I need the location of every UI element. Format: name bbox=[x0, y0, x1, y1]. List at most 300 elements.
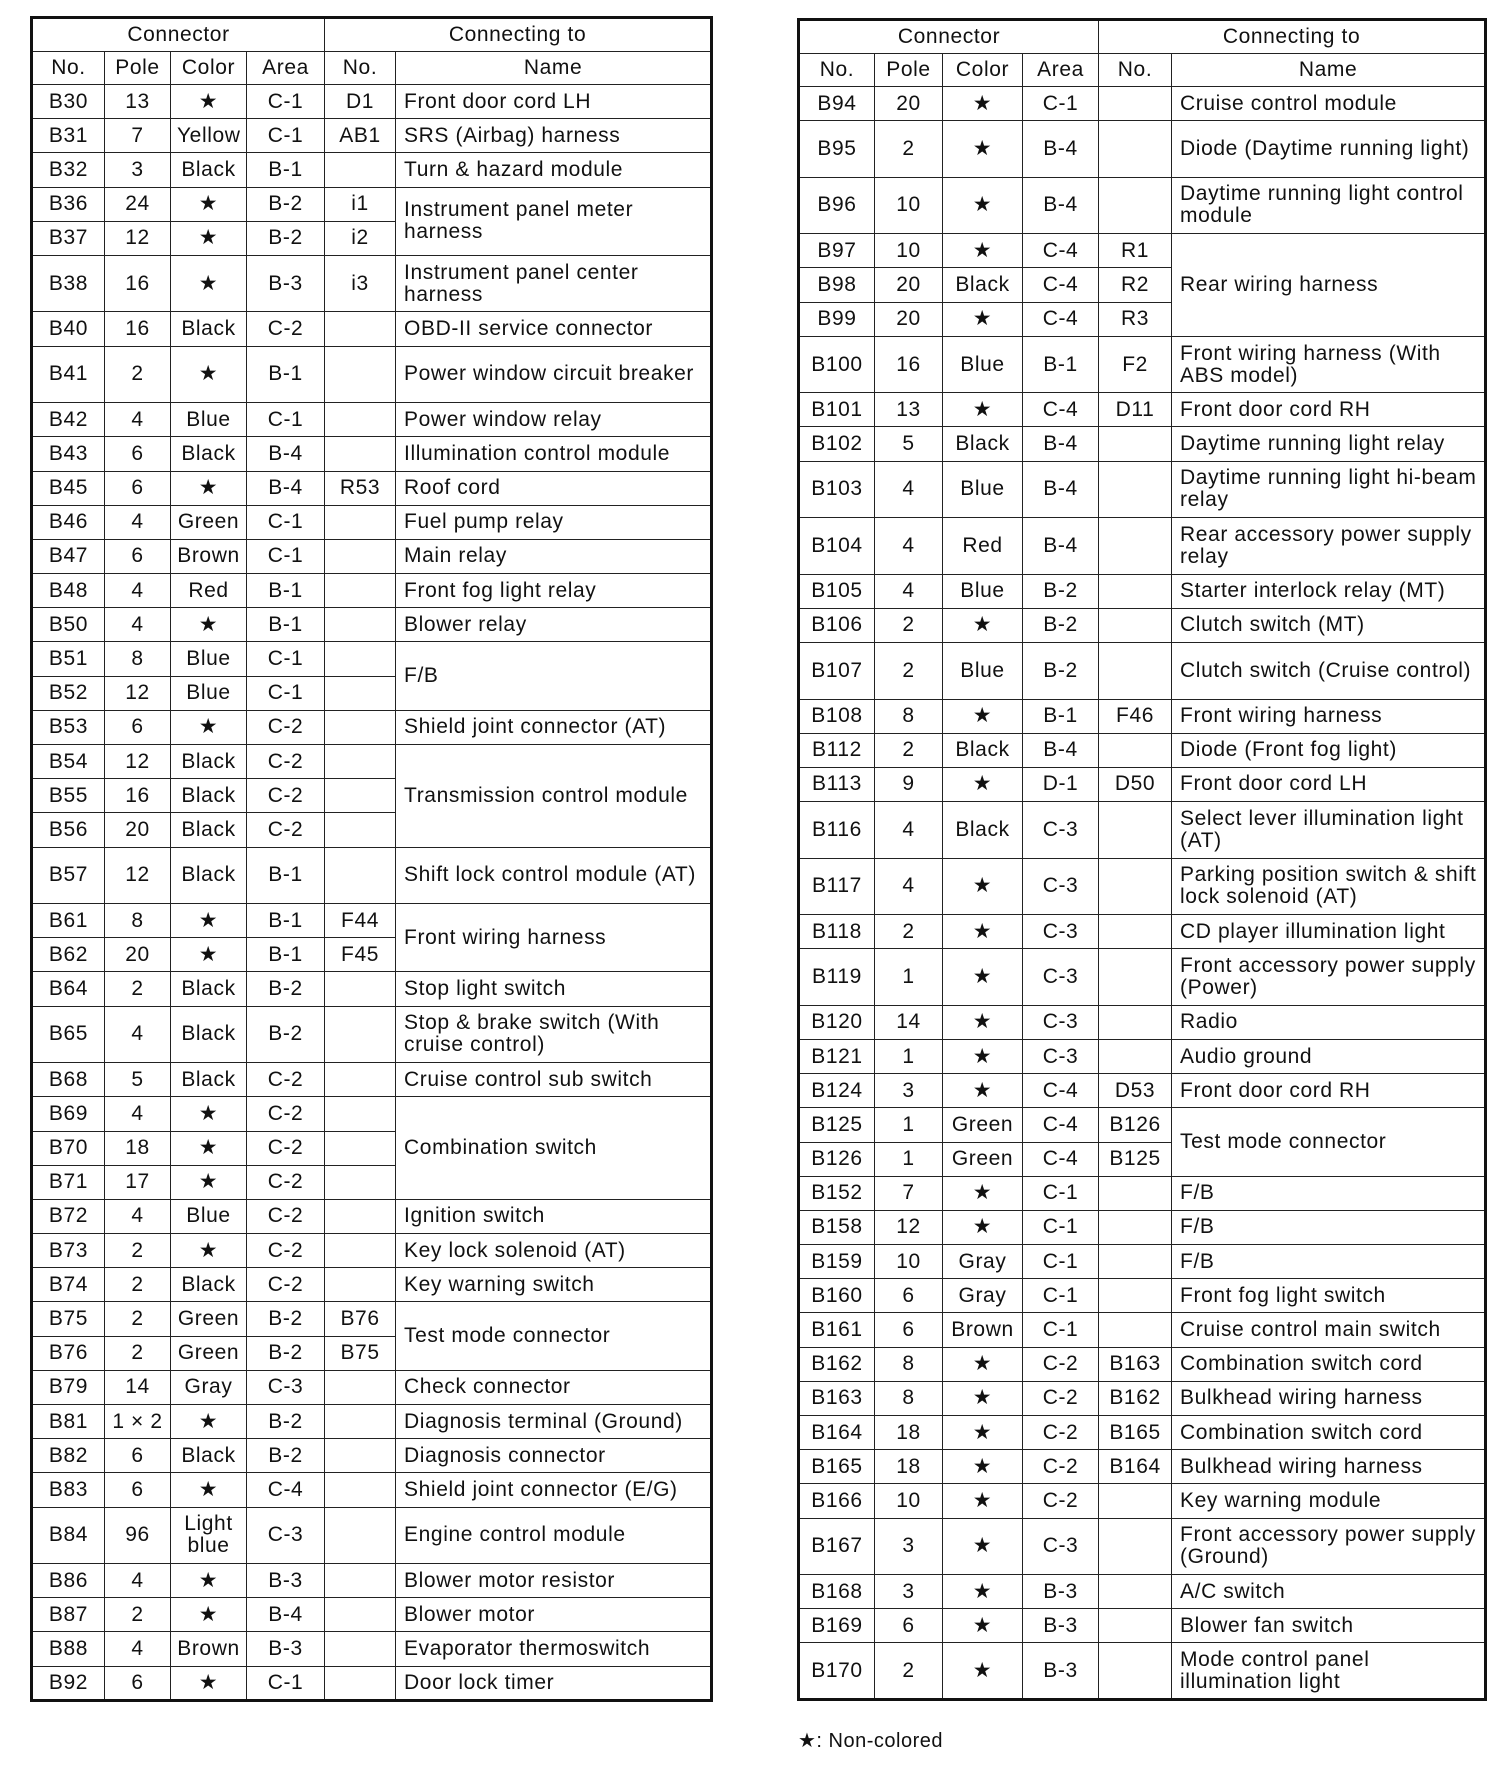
connector-no-cell: B158 bbox=[799, 1210, 875, 1244]
table-row bbox=[799, 1381, 1486, 1415]
area-cell: B-2 bbox=[247, 221, 325, 255]
pole-cell: 4 bbox=[105, 1199, 171, 1233]
pole-cell: 3 bbox=[875, 1575, 943, 1609]
connecting-name-cell: Door lock timer bbox=[396, 1666, 712, 1700]
connecting-name-cell: Instrument panel meter harness bbox=[396, 187, 712, 255]
color-cell: Light blue bbox=[171, 1507, 247, 1564]
connector-no-cell: B97 bbox=[799, 234, 875, 268]
pole-cell: 10 bbox=[875, 1484, 943, 1518]
connecting-name-cell: Bulkhead wiring harness bbox=[1172, 1381, 1486, 1415]
color-cell: Green bbox=[171, 1336, 247, 1370]
connecting-name-cell: Power window circuit breaker bbox=[396, 346, 712, 403]
area-cell: B-4 bbox=[247, 437, 325, 471]
area-cell: C-1 bbox=[247, 85, 325, 119]
pole-cell: 14 bbox=[875, 1005, 943, 1039]
color-cell: Black bbox=[171, 1063, 247, 1097]
color-cell: Black bbox=[171, 1439, 247, 1473]
connecting-name-cell: A/C switch bbox=[1172, 1575, 1486, 1609]
connecting-no-cell bbox=[325, 1234, 396, 1268]
color-cell: Green bbox=[943, 1142, 1023, 1176]
color-cell: ★ bbox=[943, 1416, 1023, 1450]
table-row bbox=[799, 1245, 1486, 1279]
pole-cell: 20 bbox=[105, 938, 171, 972]
connecting-no-cell bbox=[1099, 87, 1172, 121]
color-cell: Black bbox=[171, 813, 247, 847]
pole-column-header: Pole bbox=[105, 52, 171, 85]
connecting-no-cell bbox=[1099, 1575, 1172, 1609]
color-cell: ★ bbox=[943, 1450, 1023, 1484]
pole-cell: 2 bbox=[105, 346, 171, 403]
table-row bbox=[799, 1210, 1486, 1244]
pole-cell: 8 bbox=[105, 642, 171, 676]
connector-no-cell: B162 bbox=[799, 1347, 875, 1381]
connector-no-cell: B105 bbox=[799, 574, 875, 608]
pole-cell: 12 bbox=[105, 221, 171, 255]
color-cell: ★ bbox=[171, 1131, 247, 1165]
area-cell: C-1 bbox=[247, 1666, 325, 1700]
connecting-name-cell: Turn & hazard module bbox=[396, 153, 712, 187]
pole-cell: 2 bbox=[105, 972, 171, 1006]
area-cell: B-4 bbox=[1023, 177, 1099, 234]
color-column-header: Color bbox=[943, 54, 1023, 87]
color-cell: ★ bbox=[943, 858, 1023, 915]
table-row bbox=[799, 1176, 1486, 1210]
connector-no-cell: B64 bbox=[32, 972, 105, 1006]
left-table-body bbox=[32, 85, 712, 1701]
table-row bbox=[799, 1484, 1486, 1518]
table-row bbox=[799, 915, 1486, 949]
connecting-no-cell: i2 bbox=[325, 221, 396, 255]
connector-no-cell: B96 bbox=[799, 177, 875, 234]
table-row bbox=[799, 858, 1486, 915]
table-row bbox=[32, 187, 712, 221]
right-table-body bbox=[799, 87, 1486, 1700]
area-cell: B-2 bbox=[247, 1405, 325, 1439]
area-cell: C-3 bbox=[1023, 1005, 1099, 1039]
connecting-no-cell bbox=[325, 1131, 396, 1165]
connecting-no-cell bbox=[325, 1632, 396, 1666]
connecting-name-cell: Front door cord RH bbox=[1172, 393, 1486, 427]
color-cell: ★ bbox=[943, 302, 1023, 336]
connector-no-cell: B104 bbox=[799, 518, 875, 575]
connector-no-cell: B70 bbox=[32, 1131, 105, 1165]
connector-no-cell: B108 bbox=[799, 699, 875, 733]
connector-no-cell: B161 bbox=[799, 1313, 875, 1347]
area-cell: C-2 bbox=[1023, 1416, 1099, 1450]
pole-cell: 2 bbox=[875, 1643, 943, 1700]
area-cell: C-1 bbox=[1023, 1210, 1099, 1244]
connector-no-cell: B170 bbox=[799, 1643, 875, 1700]
color-cell: Gray bbox=[171, 1370, 247, 1404]
pole-cell: 6 bbox=[105, 539, 171, 573]
area-cell: C-2 bbox=[247, 1234, 325, 1268]
table-row bbox=[799, 1005, 1486, 1039]
connecting-no-cell bbox=[1099, 1313, 1172, 1347]
connecting-name-cell: Bulkhead wiring harness bbox=[1172, 1450, 1486, 1484]
area-cell: B-1 bbox=[1023, 699, 1099, 733]
connecting-name-cell: Roof cord bbox=[396, 471, 712, 505]
connector-header: Connector bbox=[32, 18, 325, 52]
connecting-name-cell: Blower relay bbox=[396, 608, 712, 642]
connecting-name-cell: CD player illumination light bbox=[1172, 915, 1486, 949]
connector-no-cell: B73 bbox=[32, 1234, 105, 1268]
connecting-no-cell: B125 bbox=[1099, 1142, 1172, 1176]
area-cell: B-1 bbox=[247, 346, 325, 403]
connector-no-cell: B163 bbox=[799, 1381, 875, 1415]
table-row bbox=[32, 1632, 712, 1666]
table-row bbox=[32, 85, 712, 119]
color-cell: ★ bbox=[943, 1210, 1023, 1244]
pole-cell: 4 bbox=[105, 505, 171, 539]
area-cell: B-3 bbox=[247, 1632, 325, 1666]
pole-cell: 20 bbox=[875, 302, 943, 336]
table-row bbox=[32, 1405, 712, 1439]
connector-no-cell: B106 bbox=[799, 608, 875, 642]
color-cell: ★ bbox=[171, 346, 247, 403]
name-column-header: Name bbox=[1172, 54, 1486, 87]
color-cell: Red bbox=[943, 518, 1023, 575]
connecting-no-cell bbox=[325, 505, 396, 539]
pole-cell: 6 bbox=[105, 1473, 171, 1507]
connecting-no-cell bbox=[1099, 1245, 1172, 1279]
table-row bbox=[32, 1439, 712, 1473]
table-row bbox=[32, 119, 712, 153]
connector-no-cell: B120 bbox=[799, 1005, 875, 1039]
pole-cell: 4 bbox=[875, 858, 943, 915]
connector-no-cell: B51 bbox=[32, 642, 105, 676]
connecting-no-cell bbox=[1099, 643, 1172, 700]
connecting-no-cell bbox=[325, 1439, 396, 1473]
pole-cell: 6 bbox=[105, 1439, 171, 1473]
table-row bbox=[799, 733, 1486, 767]
area-cell: C-3 bbox=[1023, 1518, 1099, 1575]
connecting-no-cell: B162 bbox=[1099, 1381, 1172, 1415]
color-cell: ★ bbox=[943, 767, 1023, 801]
connecting-name-cell: Combination switch cord bbox=[1172, 1347, 1486, 1381]
connector-no-cell: B101 bbox=[799, 393, 875, 427]
area-cell: C-4 bbox=[1023, 1108, 1099, 1142]
connecting-no-cell bbox=[1099, 858, 1172, 915]
table-row bbox=[32, 255, 712, 312]
connecting-no-cell bbox=[1099, 1039, 1172, 1073]
connector-no-cell: B68 bbox=[32, 1063, 105, 1097]
table-row bbox=[32, 346, 712, 403]
connecting-no-cell bbox=[325, 676, 396, 710]
color-cell: ★ bbox=[171, 221, 247, 255]
area-cell: C-2 bbox=[247, 1199, 325, 1233]
connector-no-cell: B166 bbox=[799, 1484, 875, 1518]
color-cell: Blue bbox=[943, 574, 1023, 608]
connector-no-cell: B50 bbox=[32, 608, 105, 642]
connecting-name-cell: OBD-II service connector bbox=[396, 312, 712, 346]
color-cell: Green bbox=[943, 1108, 1023, 1142]
connecting-no-cell bbox=[1099, 121, 1172, 178]
table-row bbox=[799, 1279, 1486, 1313]
area-cell: B-2 bbox=[247, 972, 325, 1006]
connecting-name-cell: Diagnosis connector bbox=[396, 1439, 712, 1473]
area-cell: C-3 bbox=[1023, 802, 1099, 859]
connecting-to-header: Connecting to bbox=[325, 18, 712, 52]
table-row bbox=[32, 972, 712, 1006]
table-row bbox=[799, 1643, 1486, 1700]
table-row bbox=[799, 574, 1486, 608]
pole-cell: 3 bbox=[105, 153, 171, 187]
color-cell: Blue bbox=[943, 461, 1023, 518]
pole-cell: 16 bbox=[105, 779, 171, 813]
connecting-no-cell: AB1 bbox=[325, 119, 396, 153]
area-cell: B-1 bbox=[247, 847, 325, 904]
connecting-name-cell: Clutch switch (MT) bbox=[1172, 608, 1486, 642]
connector-no-cell: B119 bbox=[799, 949, 875, 1006]
connecting-name-cell: Mode control panel illumination light bbox=[1172, 1643, 1486, 1700]
area-cell: C-1 bbox=[1023, 87, 1099, 121]
table-row bbox=[32, 847, 712, 904]
color-cell: ★ bbox=[171, 1598, 247, 1632]
connector-no-cell: B124 bbox=[799, 1074, 875, 1108]
pole-cell: 1 bbox=[875, 1142, 943, 1176]
area-cell: B-1 bbox=[247, 938, 325, 972]
connecting-name-cell: Clutch switch (Cruise control) bbox=[1172, 643, 1486, 700]
area-cell: B-3 bbox=[1023, 1575, 1099, 1609]
pole-cell: 12 bbox=[105, 676, 171, 710]
connector-no-cell: B30 bbox=[32, 85, 105, 119]
connector-no-cell: B37 bbox=[32, 221, 105, 255]
connector-no-cell: B99 bbox=[799, 302, 875, 336]
color-cell: Black bbox=[943, 802, 1023, 859]
pole-column-header: Pole bbox=[875, 54, 943, 87]
color-cell: Red bbox=[171, 574, 247, 608]
table-row bbox=[799, 1575, 1486, 1609]
area-cell: B-2 bbox=[247, 1439, 325, 1473]
connecting-name-cell: Front door cord RH bbox=[1172, 1074, 1486, 1108]
connecting-no-cell: F46 bbox=[1099, 699, 1172, 733]
connector-no-cell: B87 bbox=[32, 1598, 105, 1632]
connecting-name-cell: Ignition switch bbox=[396, 1199, 712, 1233]
pole-cell: 4 bbox=[105, 403, 171, 437]
connecting-no-cell bbox=[1099, 802, 1172, 859]
area-cell: B-3 bbox=[247, 1564, 325, 1598]
connecting-name-cell: Cruise control module bbox=[1172, 87, 1486, 121]
color-column-header: Color bbox=[171, 52, 247, 85]
connecting-name-cell: Front accessory power supply (Power) bbox=[1172, 949, 1486, 1006]
pole-cell: 4 bbox=[105, 574, 171, 608]
connecting-name-cell: Blower fan switch bbox=[1172, 1609, 1486, 1643]
connecting-name-cell: Diode (Daytime running light) bbox=[1172, 121, 1486, 178]
pole-cell: 2 bbox=[105, 1336, 171, 1370]
area-cell: C-2 bbox=[247, 1097, 325, 1131]
pole-cell: 5 bbox=[875, 427, 943, 461]
pole-cell: 8 bbox=[105, 904, 171, 938]
connecting-no-cell: F2 bbox=[1099, 336, 1172, 393]
connector-no-cell: B76 bbox=[32, 1336, 105, 1370]
pole-cell: 5 bbox=[105, 1063, 171, 1097]
connector-no-cell: B103 bbox=[799, 461, 875, 518]
color-cell: ★ bbox=[943, 1176, 1023, 1210]
connecting-name-cell: Diagnosis terminal (Ground) bbox=[396, 1405, 712, 1439]
connecting-no-cell: R3 bbox=[1099, 302, 1172, 336]
pole-cell: 12 bbox=[105, 847, 171, 904]
area-cell: B-1 bbox=[247, 574, 325, 608]
pole-cell: 13 bbox=[105, 85, 171, 119]
color-cell: Black bbox=[171, 972, 247, 1006]
connecting-no-cell bbox=[1099, 1279, 1172, 1313]
connector-no-cell: B65 bbox=[32, 1006, 105, 1063]
connector-no-cell: B54 bbox=[32, 745, 105, 779]
table-row bbox=[32, 1507, 712, 1564]
connector-no-cell: B121 bbox=[799, 1039, 875, 1073]
connecting-name-cell: Key lock solenoid (AT) bbox=[396, 1234, 712, 1268]
color-cell: Black bbox=[171, 153, 247, 187]
area-cell: B-4 bbox=[1023, 461, 1099, 518]
pole-cell: 6 bbox=[105, 710, 171, 744]
table-row bbox=[32, 1598, 712, 1632]
connecting-no-cell bbox=[325, 1507, 396, 1564]
area-cell: C-1 bbox=[247, 642, 325, 676]
connecting-name-cell: F/B bbox=[1172, 1245, 1486, 1279]
connecting-no-cell: R1 bbox=[1099, 234, 1172, 268]
connector-no-cell: B69 bbox=[32, 1097, 105, 1131]
connecting-no-cell bbox=[325, 1268, 396, 1302]
connecting-name-cell: Instrument panel center harness bbox=[396, 255, 712, 312]
color-cell: ★ bbox=[171, 710, 247, 744]
connecting-no-cell bbox=[325, 1063, 396, 1097]
connector-no-cell: B31 bbox=[32, 119, 105, 153]
pole-cell: 18 bbox=[875, 1416, 943, 1450]
connecting-no-cell bbox=[1099, 518, 1172, 575]
connecting-no-cell: B75 bbox=[325, 1336, 396, 1370]
connecting-name-cell: Front wiring harness bbox=[396, 904, 712, 972]
connector-no-cell: B46 bbox=[32, 505, 105, 539]
connector-no-cell: B88 bbox=[32, 1632, 105, 1666]
table-row bbox=[32, 1199, 712, 1233]
area-cell: C-1 bbox=[247, 676, 325, 710]
connecting-no-cell bbox=[325, 1473, 396, 1507]
table-row bbox=[799, 802, 1486, 859]
color-cell: Gray bbox=[943, 1245, 1023, 1279]
table-row bbox=[799, 518, 1486, 575]
connecting-name-cell: Front fog light relay bbox=[396, 574, 712, 608]
connecting-name-cell: Rear accessory power supply relay bbox=[1172, 518, 1486, 575]
connecting-no-cell: B76 bbox=[325, 1302, 396, 1336]
connecting-name-cell: F/B bbox=[1172, 1176, 1486, 1210]
connector-no-cell: B86 bbox=[32, 1564, 105, 1598]
table-row bbox=[32, 505, 712, 539]
area-cell: C-2 bbox=[247, 1063, 325, 1097]
area-cell: C-2 bbox=[247, 1268, 325, 1302]
connecting-name-cell: Blower motor bbox=[396, 1598, 712, 1632]
area-cell: B-2 bbox=[247, 1302, 325, 1336]
connecting-name-cell: Radio bbox=[1172, 1005, 1486, 1039]
pole-cell: 24 bbox=[105, 187, 171, 221]
pole-cell: 10 bbox=[875, 1245, 943, 1279]
area-cell: B-1 bbox=[247, 153, 325, 187]
table-row bbox=[32, 1063, 712, 1097]
connector-no-cell: B36 bbox=[32, 187, 105, 221]
connector-no-cell: B82 bbox=[32, 1439, 105, 1473]
area-cell: C-3 bbox=[247, 1507, 325, 1564]
connecting-no-cell bbox=[325, 153, 396, 187]
connecting-no-cell bbox=[325, 1666, 396, 1700]
color-cell: ★ bbox=[943, 87, 1023, 121]
connecting-no-cell bbox=[1099, 1210, 1172, 1244]
connecting-no-cell: D11 bbox=[1099, 393, 1172, 427]
area-cell: B-4 bbox=[247, 471, 325, 505]
connecting-no-cell: D1 bbox=[325, 85, 396, 119]
table-row bbox=[799, 393, 1486, 427]
pole-cell: 20 bbox=[875, 87, 943, 121]
connecting-no-cell bbox=[325, 1165, 396, 1199]
connecting-no-cell bbox=[325, 312, 396, 346]
connecting-no-cell bbox=[325, 1598, 396, 1632]
area-cell: C-1 bbox=[247, 119, 325, 153]
table-row bbox=[799, 336, 1486, 393]
connecting-name-cell: Engine control module bbox=[396, 1507, 712, 1564]
connector-no-cell: B94 bbox=[799, 87, 875, 121]
pole-cell: 4 bbox=[875, 518, 943, 575]
table-row bbox=[799, 608, 1486, 642]
connector-no-cell: B55 bbox=[32, 779, 105, 813]
connecting-no-cell bbox=[325, 1199, 396, 1233]
color-cell: ★ bbox=[171, 1564, 247, 1598]
area-cell: C-4 bbox=[247, 1473, 325, 1507]
connector-no-cell: B52 bbox=[32, 676, 105, 710]
color-cell: Brown bbox=[171, 539, 247, 573]
connecting-name-cell: SRS (Airbag) harness bbox=[396, 119, 712, 153]
connecting-no-cell bbox=[1099, 574, 1172, 608]
table-row bbox=[32, 1473, 712, 1507]
pole-cell: 2 bbox=[105, 1302, 171, 1336]
connector-no-cell: B167 bbox=[799, 1518, 875, 1575]
area-cell: B-1 bbox=[247, 608, 325, 642]
area-cell: C-3 bbox=[247, 1370, 325, 1404]
connecting-no-cell: F44 bbox=[325, 904, 396, 938]
color-cell: Yellow bbox=[171, 119, 247, 153]
area-cell: B-4 bbox=[1023, 518, 1099, 575]
pole-cell: 6 bbox=[105, 471, 171, 505]
connecting-name-cell: Daytime running light relay bbox=[1172, 427, 1486, 461]
connecting-no-cell: B126 bbox=[1099, 1108, 1172, 1142]
connector-no-cell: B107 bbox=[799, 643, 875, 700]
color-cell: ★ bbox=[943, 699, 1023, 733]
pole-cell: 96 bbox=[105, 1507, 171, 1564]
color-cell: ★ bbox=[943, 949, 1023, 1006]
connector-no-cell: B117 bbox=[799, 858, 875, 915]
table-row bbox=[799, 427, 1486, 461]
pole-cell: 4 bbox=[875, 461, 943, 518]
connector-no-cell: B38 bbox=[32, 255, 105, 312]
area-cell: C-1 bbox=[1023, 1279, 1099, 1313]
connector-no-cell: B72 bbox=[32, 1199, 105, 1233]
connector-no-cell: B53 bbox=[32, 710, 105, 744]
table-row bbox=[799, 1347, 1486, 1381]
connecting-name-cell: Front accessory power supply (Ground) bbox=[1172, 1518, 1486, 1575]
color-cell: ★ bbox=[943, 393, 1023, 427]
connecting-no-cell: i1 bbox=[325, 187, 396, 221]
connecting-no-cell: R53 bbox=[325, 471, 396, 505]
area-cell: B-3 bbox=[247, 255, 325, 312]
area-cell: D-1 bbox=[1023, 767, 1099, 801]
area-cell: B-2 bbox=[1023, 643, 1099, 700]
connecting-name-cell: Daytime running light hi-beam relay bbox=[1172, 461, 1486, 518]
connecting-name-cell: F/B bbox=[1172, 1210, 1486, 1244]
connecting-name-cell: Front door cord LH bbox=[396, 85, 712, 119]
table-row bbox=[799, 1518, 1486, 1575]
area-cell: B-4 bbox=[1023, 733, 1099, 767]
color-cell: Black bbox=[943, 427, 1023, 461]
connecting-name-cell: Parking position switch & shift lock solenoid (AT) bbox=[1172, 858, 1486, 915]
connecting-no-cell bbox=[325, 346, 396, 403]
connecting-no-cell: D50 bbox=[1099, 767, 1172, 801]
